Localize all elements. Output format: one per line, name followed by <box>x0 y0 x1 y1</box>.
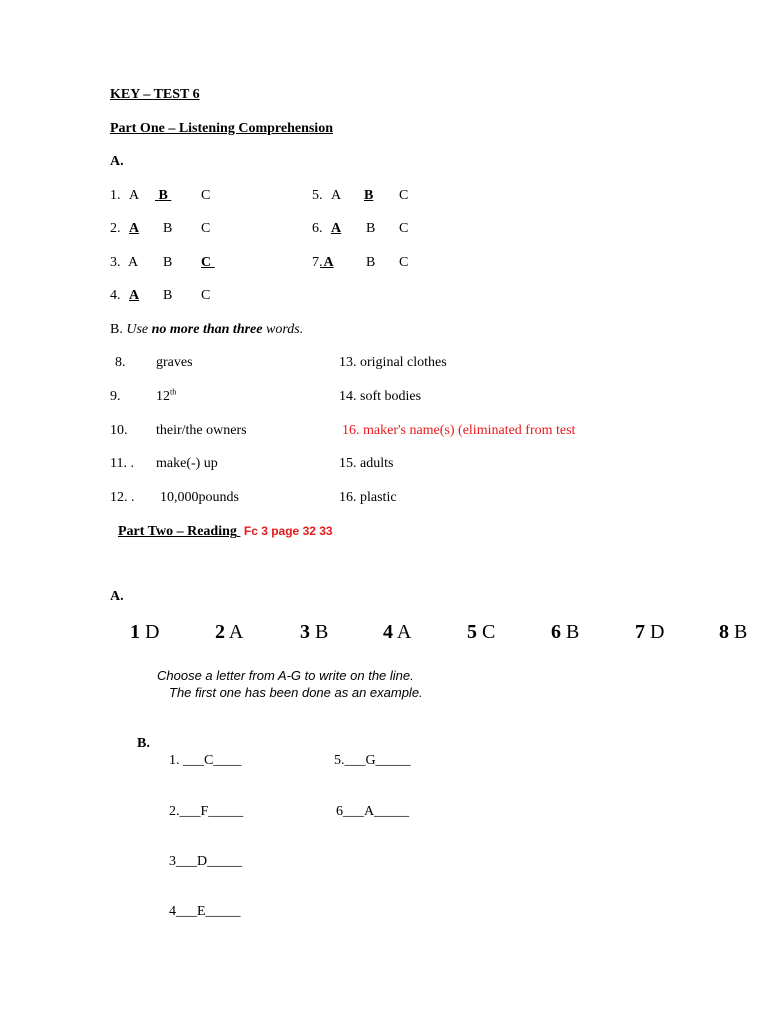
reading-answer: 4 A <box>383 621 412 643</box>
answer-text: make(-) up <box>156 456 218 471</box>
option: C <box>201 188 211 203</box>
reading-answer: 5 C <box>467 621 496 643</box>
option: B <box>366 255 376 270</box>
part-two-a-label: A. <box>110 589 124 604</box>
gap-answer: 5.___G_____ <box>334 753 411 768</box>
question-number: 3. <box>110 255 121 270</box>
part-two-heading: Part Two – Reading Fc 3 page 32 33 <box>118 524 333 539</box>
option: C <box>201 221 211 236</box>
question-number: 5. <box>312 188 323 203</box>
short-answer-right: 15. adults <box>339 456 394 471</box>
option-correct: B <box>364 188 374 203</box>
reading-answer: 8 B <box>719 621 748 643</box>
question-number: 6. <box>312 221 323 236</box>
option: C <box>399 221 409 236</box>
option: B <box>163 221 173 236</box>
answer-text: 10,000pounds <box>160 490 239 505</box>
reading-instruction: The first one has been done as an example. <box>169 685 423 700</box>
gap-answer: 3___D_____ <box>169 854 243 869</box>
option-correct: A <box>331 221 342 236</box>
option: A <box>129 188 140 203</box>
option: B <box>163 288 173 303</box>
option-correct: A <box>323 255 334 270</box>
answer-text: graves <box>156 355 193 370</box>
question-number: 12. . <box>110 490 135 505</box>
gap-answer: 6___A_____ <box>336 804 410 819</box>
option-correct: A <box>129 221 140 236</box>
option: B <box>163 255 173 270</box>
option: C <box>399 188 409 203</box>
option: C <box>399 255 409 270</box>
page-title: KEY – TEST 6 <box>110 87 200 102</box>
gap-answer: 1. ___C____ <box>169 753 242 768</box>
reading-answer: 7 D <box>635 621 665 643</box>
option-correct: B <box>158 188 168 203</box>
short-answer-right-eliminated: 16. maker's name(s) (eliminated from test <box>342 423 576 438</box>
short-answer-right: 14. soft bodies <box>339 389 422 404</box>
question-number: 8. <box>115 355 126 370</box>
question-number: 4. <box>110 288 121 303</box>
short-answer-right: 16. plastic <box>339 490 397 505</box>
option: A <box>128 255 139 270</box>
section-b-instruction: B. Use no more than three words. <box>110 322 304 337</box>
option: C <box>201 288 211 303</box>
answer-text: their/the owners <box>156 423 247 438</box>
reading-answer: 3 B <box>300 621 329 643</box>
reading-answer: 1 D <box>130 621 160 643</box>
question-number: 7. <box>312 255 323 270</box>
short-answer-right: 13. original clothes <box>339 355 447 370</box>
section-a-label: A. <box>110 154 124 169</box>
answer-text: 12th <box>156 387 177 404</box>
question-number: 9. <box>110 389 121 404</box>
gap-answer: 2.___F_____ <box>169 804 244 819</box>
question-number: 10. <box>110 423 128 438</box>
question-number: 11. . <box>110 456 134 471</box>
part-two-b-label: B. <box>137 736 150 751</box>
question-number: 1. <box>110 188 121 203</box>
reading-answer: 2 A <box>215 621 244 643</box>
option: B <box>366 221 376 236</box>
option-correct: A <box>129 288 140 303</box>
option-correct: C <box>201 255 212 270</box>
gap-answer: 4___E_____ <box>169 904 241 919</box>
question-number: 2. <box>110 221 121 236</box>
part-one-heading: Part One – Listening Comprehension <box>110 121 333 136</box>
reading-instruction: Choose a letter from A-G to write on the line. <box>157 668 414 683</box>
option: A <box>331 188 342 203</box>
reading-answer: 6 B <box>551 621 580 643</box>
